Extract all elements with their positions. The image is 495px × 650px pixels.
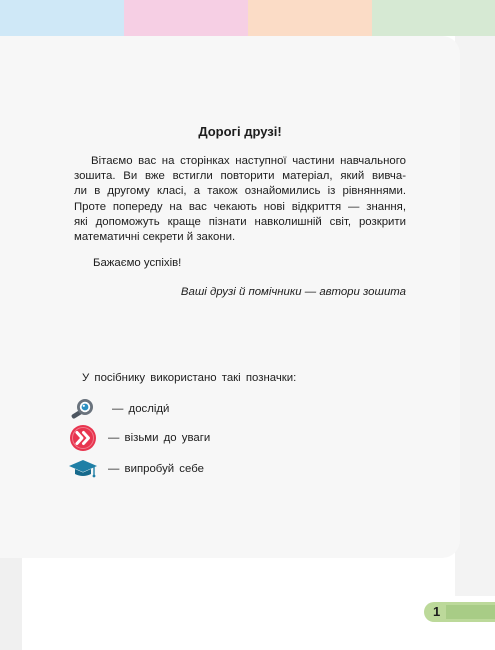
page-title: Дорогі друзі! <box>198 124 282 139</box>
header-stripe-green <box>372 0 495 36</box>
wish-text: Бажаємо успіхів! <box>93 257 182 269</box>
left-margin-strip <box>0 558 22 650</box>
intro-line: Проте попереду на вас чекають нові відкриття — знання, <box>74 200 406 213</box>
legend-intro: У посібнику використано такі позначки: <box>82 372 297 384</box>
legend-item-explore <box>66 395 169 423</box>
graduation-cap-icon <box>66 455 100 483</box>
page-tab-bar <box>446 605 495 619</box>
right-margin-band <box>455 36 495 596</box>
intro-line: ли в другому класі, а також ознайомились із рівняннями. <box>74 185 406 198</box>
page-number-tab <box>424 602 495 622</box>
intro-line: які допоможуть краще пізнати навколишній світ, розкрити <box>74 215 406 228</box>
intro-line: математичні секрети й закони. <box>74 231 236 244</box>
intro-paragraph <box>74 154 406 245</box>
intro-line: зошита. Ви вже встигли повторити матеріал, який вивча- <box>74 170 406 183</box>
legend-item-label: — візьми до уваги <box>108 432 211 444</box>
legend-item-try <box>66 455 204 483</box>
intro-line: Вітаємо вас на сторінках наступної частини навчального <box>91 155 406 167</box>
signature-text: Ваші друзі й помічники — автори зошита <box>180 286 406 298</box>
legend-item-label: — досліди́ <box>112 403 170 415</box>
page-number: 1 <box>433 604 441 619</box>
magnifier-icon <box>66 395 100 423</box>
header-stripe-peach <box>248 0 372 36</box>
header-stripe-blue <box>0 0 124 36</box>
legend-item-label: — випробуй себе <box>108 463 204 475</box>
double-chevron-icon <box>66 424 100 452</box>
header-stripe-pink <box>124 0 248 36</box>
legend-item-attention <box>66 424 210 452</box>
